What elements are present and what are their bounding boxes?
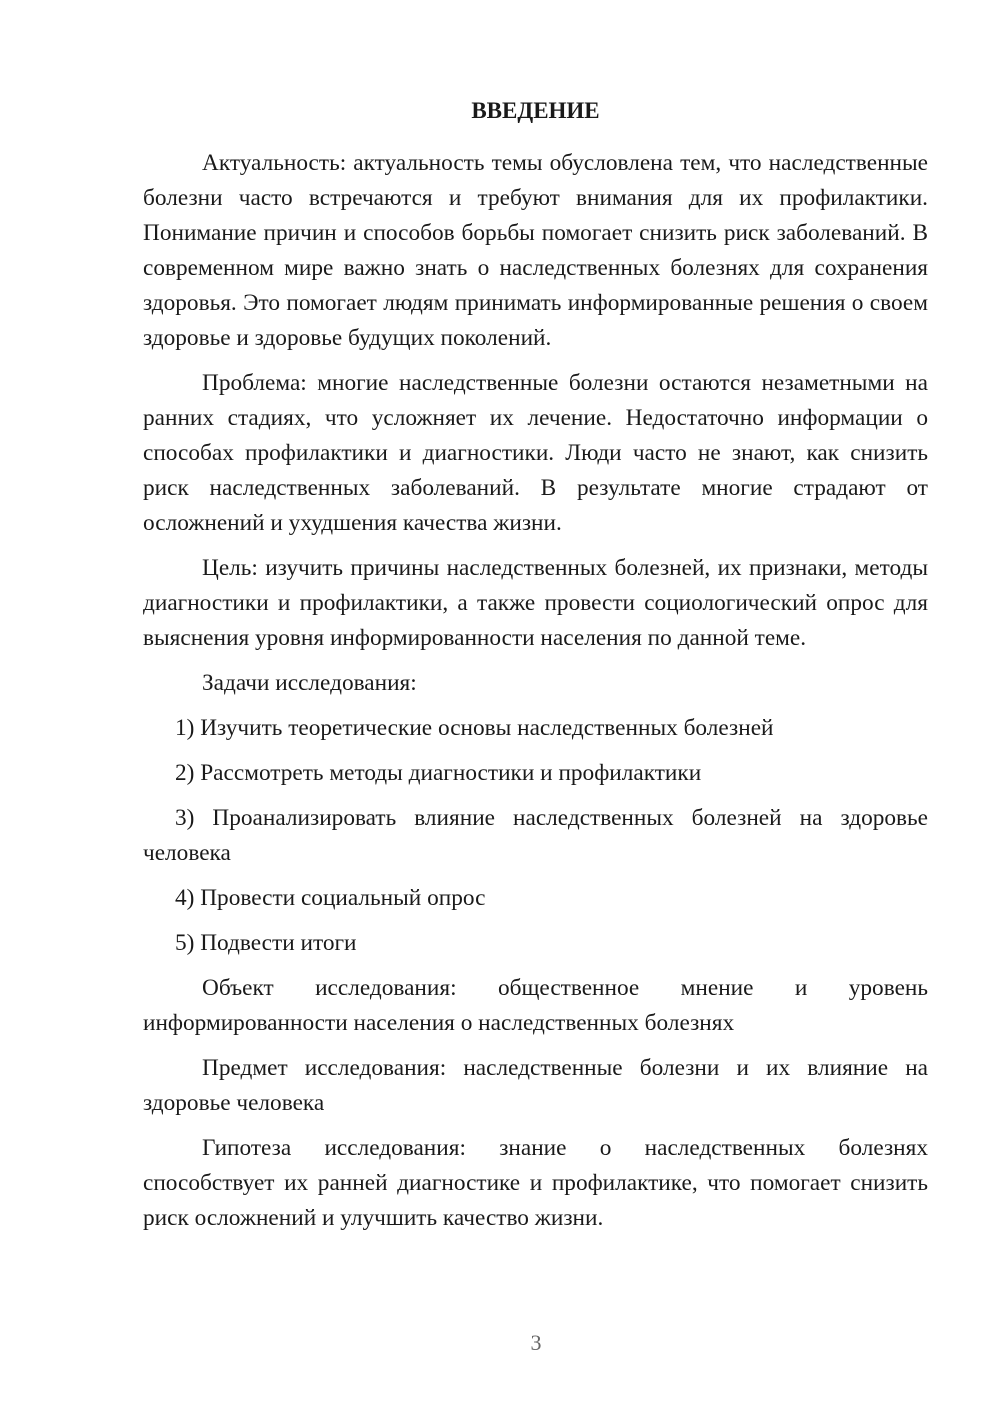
page-title: ВВЕДЕНИЕ [471,98,600,123]
task-item-1: 1) Изучить теоретические основы наследственных болезней [175,715,774,741]
paragraph-actuality: Актуальность: актуальность темы обусловлена тем, что наследственные болезни часто встречаются и требуют внимания для их профилактики. Понимание причин и способов борьбы помогает снизить риск заболеваний. В современном мире важно знать о наследственных болезнях для сохранения здоровья. Это помогает людям принимать информированные решения о своем здоровье и здоровье будущих поколений. [143,150,928,351]
tasks-title: Задачи исследования: [202,670,417,696]
paragraph-object: Объект исследования: общественное мнение и уровень информированности населения о наследственных болезнях [143,975,928,1036]
paragraph-subject: Предмет исследования: наследственные болезни и их влияние на здоровье человека [143,1055,928,1116]
paragraph-problem: Проблема: многие наследственные болезни остаются незаметными на ранних стадиях, что усложняет их лечение. Недостаточно информации о способах профилактики и диагностики. Люди часто не знают, как снизить риск наследственных заболеваний. В результате многие страдают от осложнений и ухудшения качества жизни. [143,370,928,536]
document-page [143,93,928,1236]
paragraph-goal: Цель: изучить причины наследственных болезней, их признаки, методы диагностики и профилактики, а также провести социологический опрос для выяснения уровня информированности населения по данной теме. [143,555,928,651]
paragraph-hypothesis: Гипотеза исследования: знание о наследственных болезнях способствует их ранней диагностике и профилактике, что помогает снизить риск осложнений и улучшить качество жизни. [143,1135,928,1231]
task-item-3: 3) Проанализировать влияние наследственных болезней на здоровье человека [143,805,928,866]
task-item-4: 4) Провести социальный опрос [175,885,486,911]
task-item-2: 2) Рассмотреть методы диагностики и профилактики [175,760,702,786]
page-number: 3 [530,1330,542,1355]
task-item-5: 5) Подвести итоги [175,930,357,956]
